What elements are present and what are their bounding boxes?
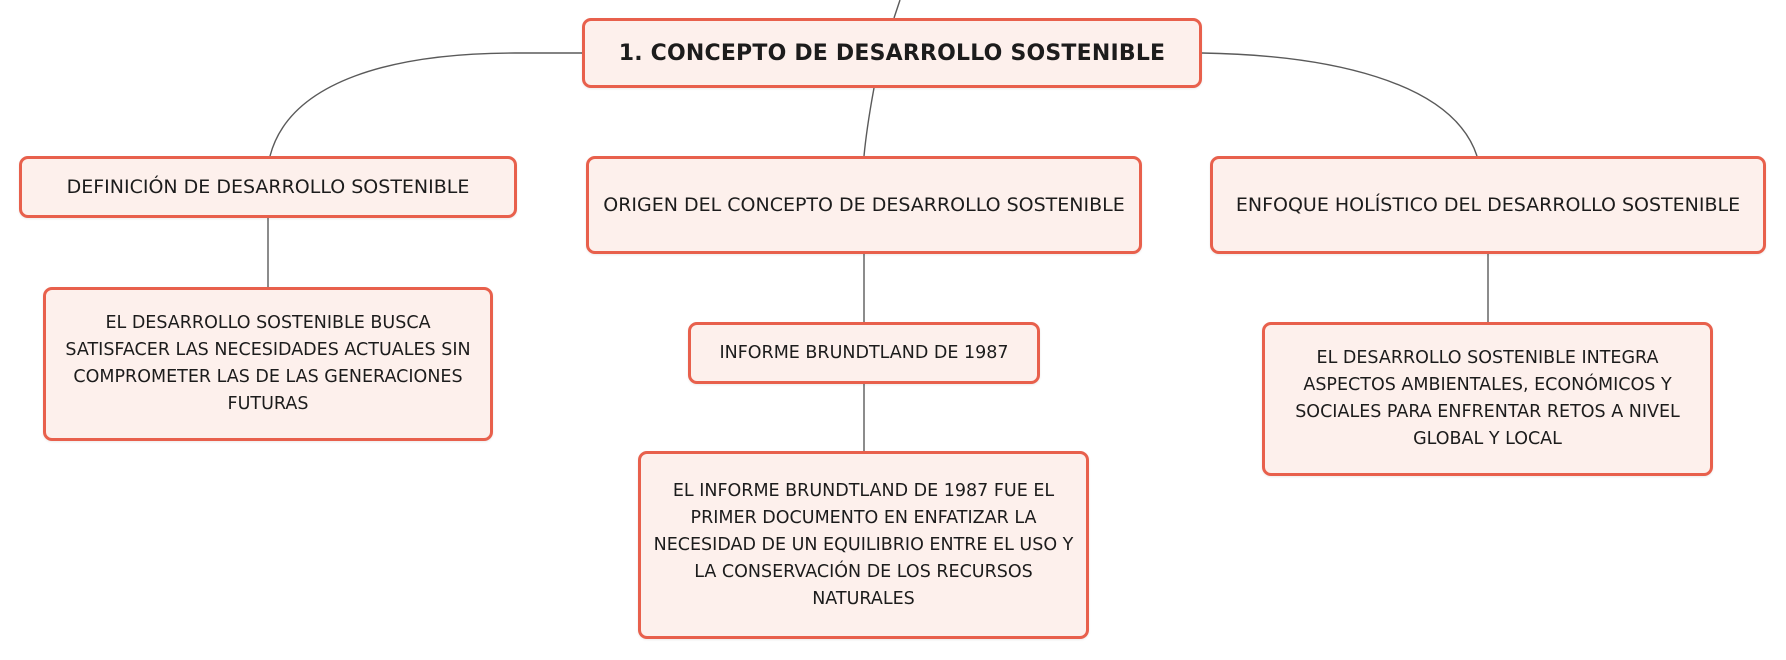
connector-parent-to-root [894, 0, 900, 18]
root-node-label: 1. CONCEPTO DE DESARROLLO SOSTENIBLE [618, 40, 1166, 66]
node-informe-brundtland[interactable] [688, 322, 1040, 384]
connector-root-to-enfoque [1202, 53, 1477, 156]
node-definicion-descripcion-text: EL DESARROLLO SOSTENIBLE BUSCA SATISFACER LAS NECESIDADES ACTUALES SIN COMPROMETER LAS DE LAS GENERACIONES FUTURAS [65, 313, 471, 414]
node-enfoque-descripcion-text: EL DESARROLLO SOSTENIBLE INTEGRA ASPECTOS AMBIENTALES, ECONÓMICOS Y SOCIALES PARA ENFRENTAR RETOS A NIVEL GLOBAL Y LOCAL [1295, 348, 1680, 449]
node-origen[interactable] [586, 156, 1142, 254]
node-definicion-label: DEFINICIÓN DE DESARROLLO SOSTENIBLE [66, 176, 470, 198]
node-definicion[interactable] [19, 156, 517, 218]
node-informe-descripcion-text: EL INFORME BRUNDTLAND DE 1987 FUE EL PRIMER DOCUMENTO EN ENFATIZAR LA NECESIDAD DE UN EQUILIBRIO ENTRE EL USO Y LA CONSERVACIÓN DE LOS RECURSOS NATURALES [653, 480, 1074, 609]
node-enfoque-descripcion[interactable] [1262, 322, 1713, 476]
node-origen-label: ORIGEN DEL CONCEPTO DE DESARROLLO SOSTENIBLE [603, 194, 1125, 216]
connector-root-to-definicion [270, 53, 582, 156]
root-node-concepto[interactable] [582, 18, 1202, 88]
node-informe-label: INFORME BRUNDTLAND DE 1987 [719, 343, 1009, 363]
node-enfoque-holistico[interactable] [1210, 156, 1766, 254]
connector-root-to-origen [864, 88, 874, 156]
node-informe-descripcion[interactable] [638, 451, 1089, 639]
node-definicion-descripcion[interactable] [43, 287, 493, 441]
node-enfoque-label: ENFOQUE HOLÍSTICO DEL DESARROLLO SOSTENIBLE [1235, 194, 1741, 216]
